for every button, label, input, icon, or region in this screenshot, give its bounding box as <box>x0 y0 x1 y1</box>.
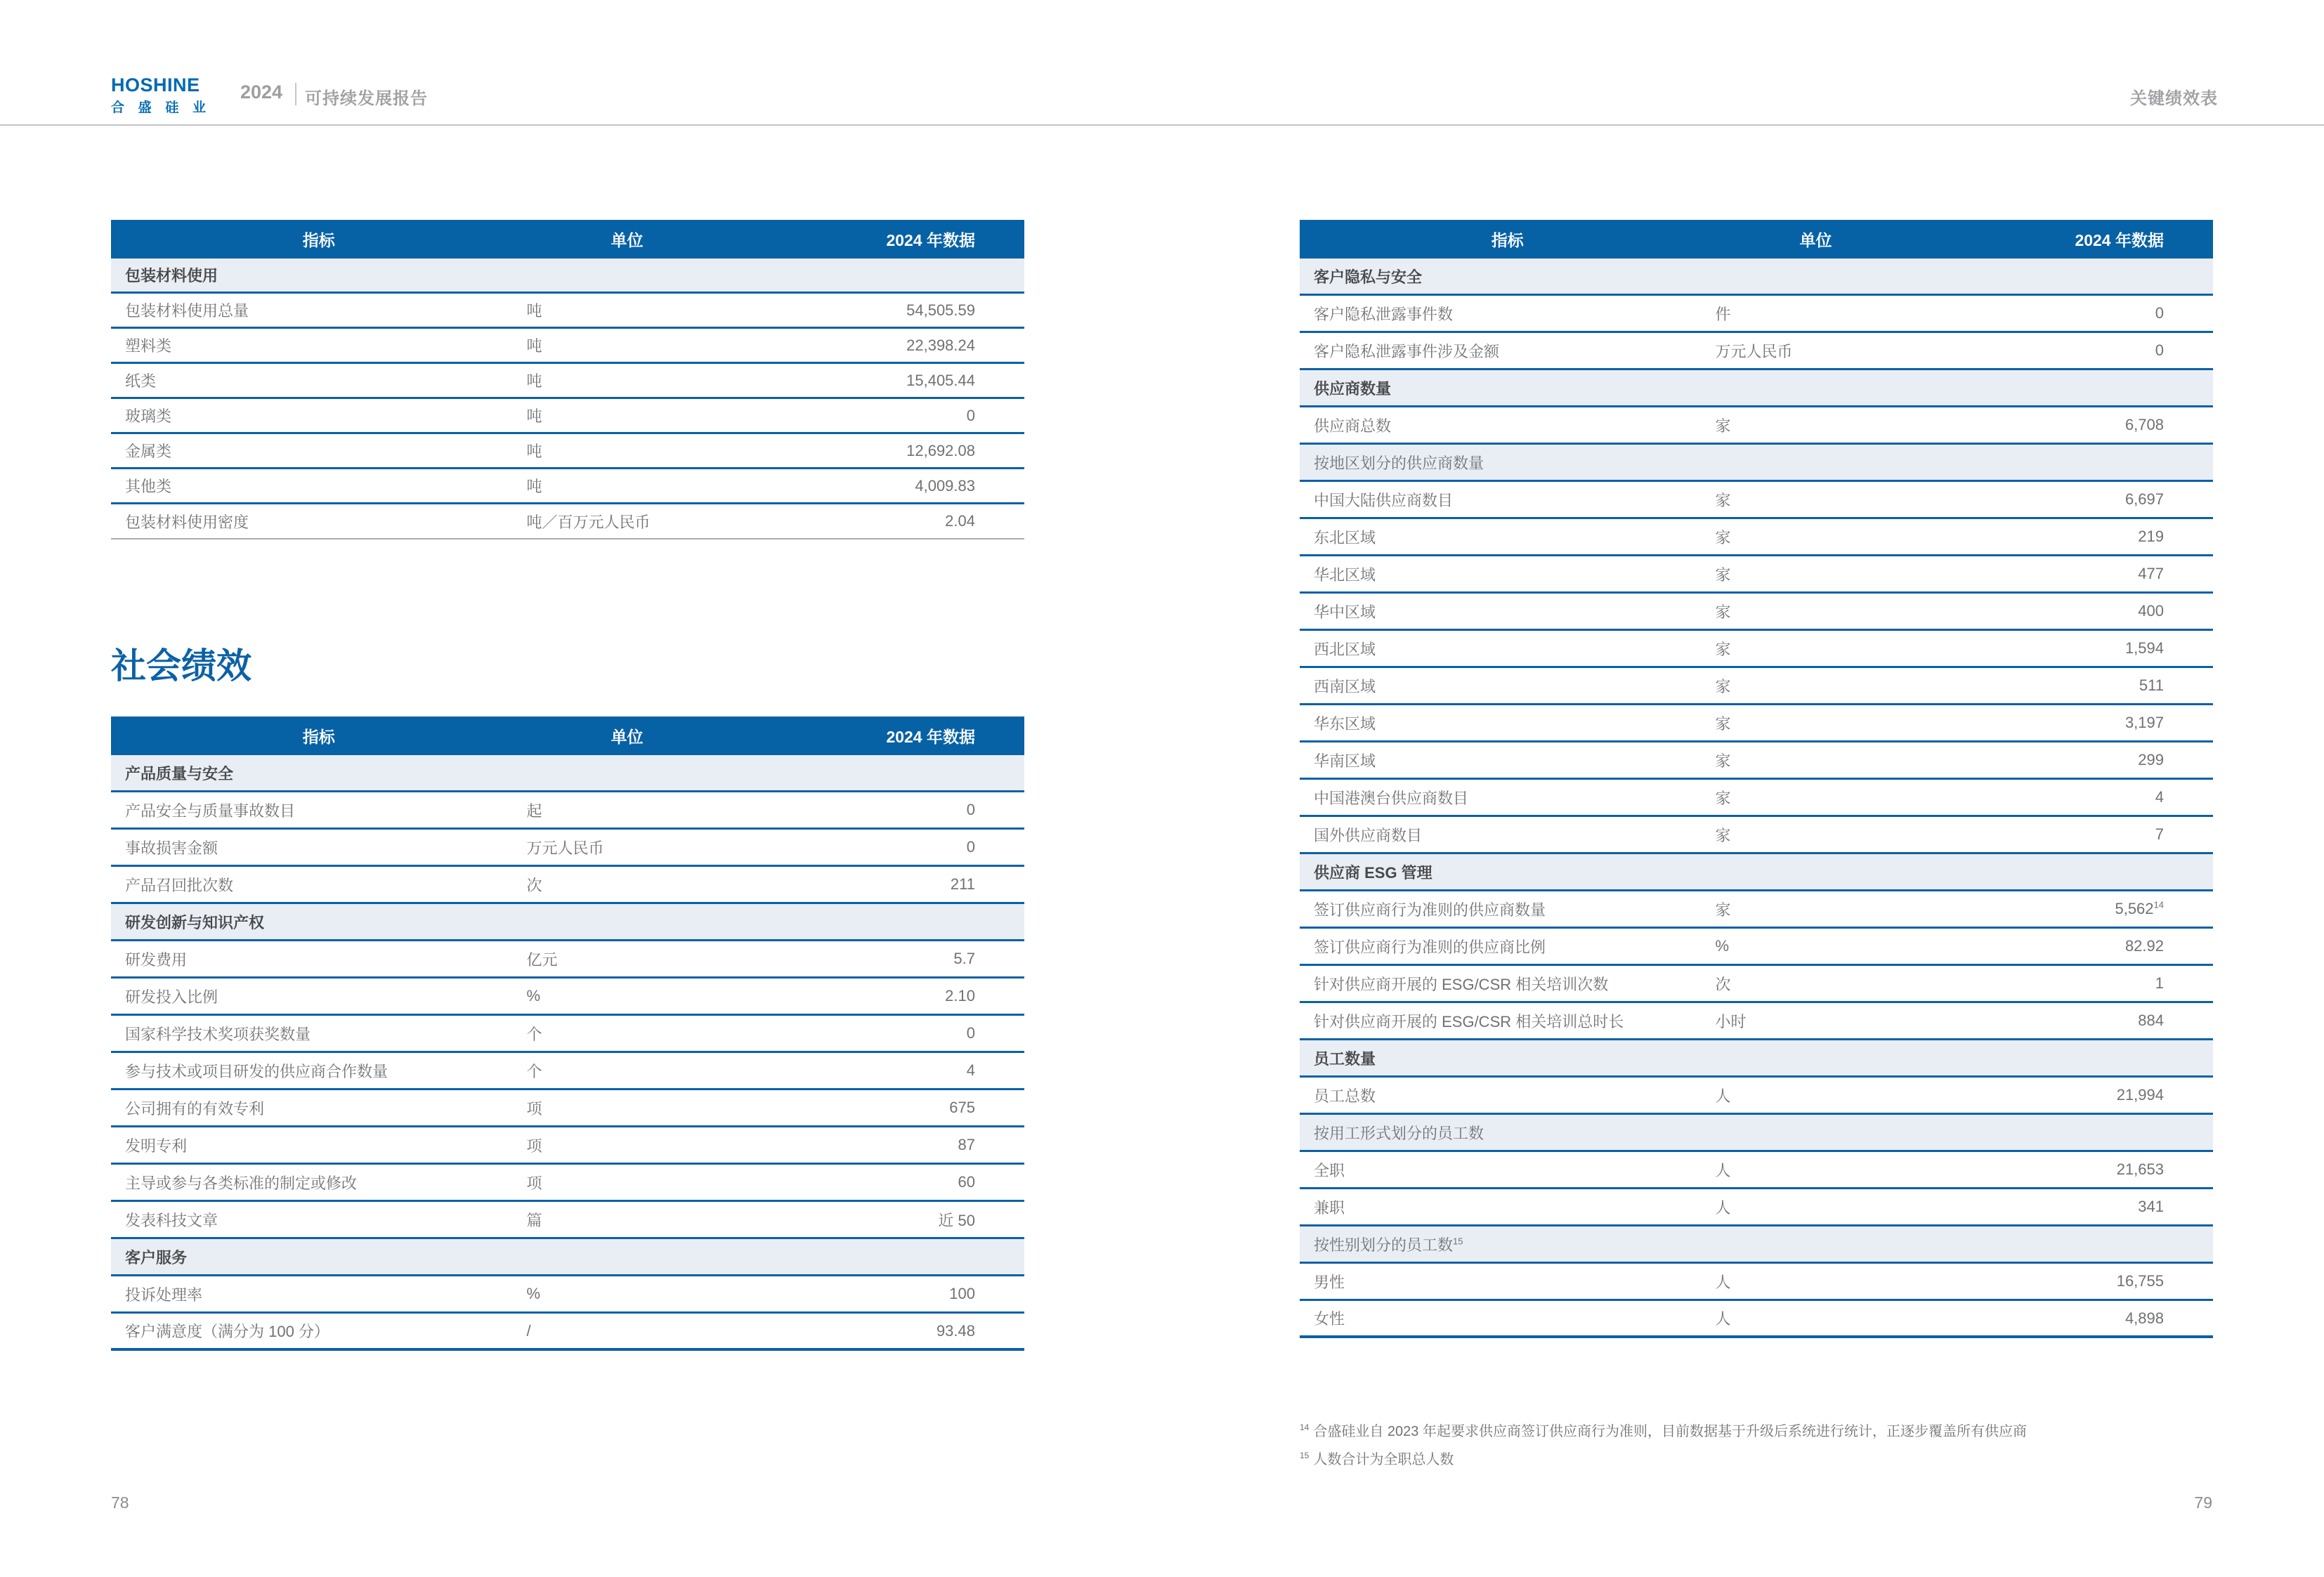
value-cell: 21,994 <box>2116 1086 2164 1104</box>
unit-cell: 个 <box>526 1025 542 1043</box>
unit-cell: 人 <box>1715 1198 1731 1217</box>
table-supplier-employee <box>1300 220 2213 1338</box>
table-row <box>111 1165 1024 1202</box>
unit-cell: 人 <box>1715 1310 1731 1328</box>
table-header-row <box>111 716 1024 755</box>
unit-cell: 起 <box>526 801 542 820</box>
header-report-title: 可持续发展报告 <box>305 89 428 108</box>
section-row <box>111 755 1024 792</box>
indicator-cell: 其他类 <box>125 478 172 495</box>
indicator-cell: 中国港澳台供应商数目 <box>1314 789 1469 807</box>
social-performance-title: 社会绩效 <box>111 646 252 686</box>
unit-cell: 件 <box>1715 305 1731 323</box>
value-cell: 675 <box>949 1099 975 1116</box>
unit-cell: 人 <box>1715 1087 1731 1105</box>
unit-cell: 家 <box>1715 565 1731 584</box>
indicator-cell: 员工数量 <box>1314 1049 1376 1068</box>
table-row <box>111 867 1024 904</box>
unit-cell: % <box>526 1285 541 1302</box>
header-section-title: 关键绩效表 <box>2130 89 2218 108</box>
indicator-cell: 客户服务 <box>125 1248 188 1267</box>
indicator-cell: 研发创新与知识产权 <box>125 913 265 931</box>
col-value: 2024 年数据 <box>886 231 975 249</box>
table-row <box>1300 519 2213 556</box>
table-row <box>111 1127 1024 1165</box>
indicator-cell: 供应商数量 <box>1314 379 1392 398</box>
value-cell: 0 <box>966 801 975 818</box>
section-row <box>1300 370 2213 407</box>
indicator-cell: 客户隐私与安全 <box>1314 268 1423 286</box>
value-cell: 0 <box>966 838 975 856</box>
indicator-cell: 公司拥有的有效专利 <box>125 1099 265 1118</box>
col-unit: 单位 <box>611 231 644 249</box>
unit-cell: 吨 <box>526 443 542 460</box>
unit-cell: 小时 <box>1715 1012 1747 1030</box>
indicator-cell: 玻璃类 <box>125 407 172 425</box>
section-row <box>111 259 1024 294</box>
table-row <box>111 1314 1024 1351</box>
indicator-cell: 西北区域 <box>1314 640 1376 658</box>
indicator-cell: 国家科学技术奖项获奖数量 <box>125 1025 311 1043</box>
value-cell: 100 <box>949 1285 975 1302</box>
section-row <box>1300 854 2213 891</box>
section-row <box>111 1239 1024 1276</box>
unit-cell: 家 <box>1715 714 1731 733</box>
value-cell: 4 <box>966 1061 975 1079</box>
section-row <box>111 904 1024 941</box>
value-cell: 5.7 <box>953 950 975 967</box>
table-row <box>1300 817 2213 854</box>
value-cell: 0 <box>966 406 975 424</box>
col-unit: 单位 <box>611 728 644 746</box>
unit-cell: 家 <box>1715 752 1731 770</box>
table-row <box>111 329 1024 364</box>
table-row <box>111 469 1024 504</box>
indicator-cell: 针对供应商开展的 ESG/CSR 相关培训次数 <box>1314 975 1609 993</box>
unit-cell: 吨 <box>526 478 542 495</box>
section-row <box>1300 259 2213 296</box>
value-cell: 1 <box>2155 974 2164 992</box>
table-row <box>1300 631 2213 668</box>
logo-cn-char: 硅 <box>165 100 179 115</box>
table-packaging-materials <box>111 220 1024 539</box>
value-cell: 12,692.08 <box>906 441 975 459</box>
value-cell: 93.48 <box>936 1321 975 1340</box>
table-row <box>111 1090 1024 1127</box>
col-indicator: 指标 <box>1491 231 1524 249</box>
value-cell: 0 <box>2155 304 2164 322</box>
indicator-cell: 主导或参与各类标准的制定或修改 <box>125 1174 358 1192</box>
footnote-number: 14 <box>1300 1422 1310 1433</box>
indicator-cell: 华中区域 <box>1314 603 1376 621</box>
indicator-cell: 按性别划分的员工数$^{15}$ <box>1314 1236 1463 1254</box>
col-value: 2024 年数据 <box>2075 231 2164 249</box>
unit-cell: 次 <box>1715 975 1731 993</box>
table-row <box>111 979 1024 1016</box>
table-row <box>1300 891 2213 929</box>
hoshine-logo-chinese <box>111 97 206 116</box>
indicator-cell: 投诉处理率 <box>125 1285 203 1304</box>
value-cell: 6,697 <box>2124 490 2164 508</box>
indicator-cell: 研发投入比例 <box>125 988 218 1006</box>
table-row <box>111 792 1024 830</box>
unit-cell: 家 <box>1715 528 1731 547</box>
indicator-cell: 包装材料使用总量 <box>125 302 249 320</box>
table-row <box>1300 780 2213 817</box>
value-cell: 4,898 <box>2124 1309 2164 1327</box>
value-cell: 477 <box>2138 565 2164 582</box>
unit-cell: 项 <box>526 1174 542 1192</box>
table-header-row <box>111 220 1024 259</box>
unit-cell: 吨 <box>526 407 542 425</box>
value-cell: 400 <box>2138 602 2164 620</box>
table-row <box>1300 742 2213 780</box>
value-cell: 211 <box>950 875 975 893</box>
table-row <box>1300 556 2213 594</box>
table-row <box>1300 1189 2213 1226</box>
value-cell: 60 <box>958 1173 975 1191</box>
footnote-marker: 14 <box>2153 899 2164 910</box>
col-value: 2024 年数据 <box>886 728 975 746</box>
indicator-cell: 金属类 <box>125 443 172 460</box>
value-cell: 7 <box>2155 825 2164 843</box>
header-year: 2024 <box>240 81 283 103</box>
logo-cn-char: 盛 <box>138 100 152 115</box>
value-cell: 1,594 <box>2124 639 2164 657</box>
section-row <box>1300 1115 2213 1152</box>
unit-cell: 人 <box>1715 1273 1731 1291</box>
value-cell: 0 <box>966 1024 975 1042</box>
unit-cell: 家 <box>1715 826 1731 844</box>
indicator-cell: 客户隐私泄露事件数 <box>1314 305 1454 323</box>
unit-cell: 家 <box>1715 677 1731 695</box>
table-row <box>111 399 1024 434</box>
value-cell: 54,505.59 <box>906 301 975 319</box>
unit-cell: % <box>1715 937 1730 955</box>
unit-cell: 个 <box>526 1062 542 1080</box>
indicator-cell: 中国大陆供应商数目 <box>1314 491 1454 509</box>
unit-cell: 家 <box>1715 640 1731 658</box>
table-social-performance <box>111 716 1024 1351</box>
indicator-cell: 按地区划分的供应商数量 <box>1314 454 1484 472</box>
table-row <box>111 504 1024 539</box>
unit-cell: 次 <box>526 876 542 894</box>
indicator-cell: 签订供应商行为准则的供应商比例 <box>1314 938 1546 956</box>
value-cell: 5,562$^{14}$ <box>2115 899 2164 917</box>
indicator-cell: 华北区域 <box>1314 565 1376 584</box>
footnote-number: 15 <box>1300 1451 1310 1461</box>
unit-cell: / <box>526 1321 531 1340</box>
indicator-cell: 发明专利 <box>125 1137 188 1155</box>
value-cell: 2.10 <box>945 987 975 1005</box>
unit-cell: 项 <box>526 1137 542 1155</box>
unit-cell: 家 <box>1715 417 1731 435</box>
indicator-cell: 包装材料使用 <box>125 267 218 284</box>
indicator-cell: 塑料类 <box>125 337 172 355</box>
indicator-cell: 参与技术或项目研发的供应商合作数量 <box>125 1062 389 1080</box>
indicator-cell: 华东区域 <box>1314 714 1376 733</box>
table-row <box>1300 705 2213 742</box>
table-row <box>1300 407 2213 445</box>
indicator-cell: 产品质量与安全 <box>125 764 234 783</box>
indicator-cell: 客户隐私泄露事件涉及金额 <box>1314 342 1500 360</box>
unit-cell: 吨 <box>526 302 542 320</box>
value-cell: 299 <box>2138 751 2164 768</box>
table-row <box>1300 1301 2213 1338</box>
unit-cell: 人 <box>1715 1161 1731 1179</box>
value-cell: 3,197 <box>2124 714 2164 731</box>
indicator-cell: 产品安全与质量事故数目 <box>125 801 296 820</box>
unit-cell: 项 <box>526 1099 542 1118</box>
value-cell: 16,755 <box>2116 1272 2164 1290</box>
indicator-cell: 发表科技文章 <box>125 1211 218 1229</box>
table-row <box>111 364 1024 399</box>
indicator-cell: 供应商 ESG 管理 <box>1314 863 1432 882</box>
table-row <box>1300 296 2213 333</box>
value-cell: 4,009.83 <box>915 476 975 495</box>
header-rule <box>0 124 2324 126</box>
footnotes <box>1300 1418 2227 1474</box>
unit-cell: 万元人民币 <box>1715 342 1793 360</box>
indicator-cell: 员工总数 <box>1314 1087 1376 1105</box>
col-unit: 单位 <box>1799 231 1832 249</box>
value-cell: 341 <box>2138 1198 2164 1215</box>
indicator-cell: 供应商总数 <box>1314 417 1392 435</box>
table-row <box>1300 929 2213 966</box>
indicator-cell: 包装材料使用密度 <box>125 513 249 531</box>
value-cell: 15,405.44 <box>906 371 975 389</box>
table-row <box>1300 594 2213 631</box>
table-row <box>111 941 1024 979</box>
indicator-cell: 兼职 <box>1314 1198 1345 1217</box>
indicator-cell: 国外供应商数目 <box>1314 826 1423 844</box>
indicator-cell: 针对供应商开展的 ESG/CSR 相关培训总时长 <box>1314 1012 1624 1030</box>
indicator-cell: 签订供应商行为准则的供应商数量 <box>1314 901 1546 919</box>
table-header-row <box>1300 220 2213 259</box>
value-cell: 22,398.24 <box>906 336 975 354</box>
unit-cell: 万元人民币 <box>526 839 604 857</box>
table-row <box>111 830 1024 867</box>
section-row <box>1300 1040 2213 1078</box>
indicator-cell: 东北区域 <box>1314 528 1376 547</box>
value-cell: 82.92 <box>2124 937 2164 955</box>
indicator-cell: 研发费用 <box>125 950 188 969</box>
table-row <box>1300 1152 2213 1189</box>
col-indicator: 指标 <box>302 231 335 249</box>
footnote-marker: 15 <box>1453 1236 1463 1247</box>
unit-cell: 吨／百万元人民币 <box>526 513 651 531</box>
unit-cell: 家 <box>1715 603 1731 621</box>
table-row <box>1300 1264 2213 1301</box>
indicator-cell: 女性 <box>1314 1310 1345 1328</box>
table-row <box>1300 1003 2213 1040</box>
value-cell: 4 <box>2155 788 2164 806</box>
table-row <box>111 1053 1024 1090</box>
table-row <box>1300 966 2213 1003</box>
table-row <box>1300 1078 2213 1115</box>
indicator-cell: 事故损害金额 <box>125 839 218 857</box>
col-indicator: 指标 <box>302 728 335 746</box>
indicator-cell: 产品召回批次数 <box>125 876 234 894</box>
unit-cell: 家 <box>1715 491 1731 509</box>
value-cell: 219 <box>2138 528 2164 545</box>
hoshine-logo: HOSHINE <box>111 74 200 96</box>
value-cell: 0 <box>2155 341 2164 359</box>
value-cell: 884 <box>2138 1012 2164 1029</box>
indicator-cell: 全职 <box>1314 1161 1345 1179</box>
footnote: $^{14}$ 合盛硅业自 2023 年起要求供应商签订供应商行为准则，目前数据基于升级后系统进行统计，正逐步覆盖所有供应商 <box>1300 1422 2027 1439</box>
section-row <box>1300 1226 2213 1264</box>
table-row <box>1300 482 2213 519</box>
value-cell: 近 50 <box>938 1211 975 1229</box>
value-cell: 2.04 <box>945 512 975 530</box>
table-row <box>111 1016 1024 1053</box>
indicator-cell: 按用工形式划分的员工数 <box>1314 1124 1484 1142</box>
value-cell: 6,708 <box>2124 416 2164 433</box>
footnote: $^{15}$ 人数合计为全职总人数 <box>1300 1451 1454 1467</box>
value-cell: 511 <box>2139 676 2164 694</box>
table-row <box>1300 668 2213 705</box>
indicator-cell: 西南区域 <box>1314 677 1376 695</box>
indicator-cell: 男性 <box>1314 1273 1345 1291</box>
page-number-right: 79 <box>2194 1493 2212 1512</box>
table-row <box>1300 333 2213 370</box>
page-number-left: 78 <box>111 1493 129 1512</box>
logo-cn-char: 业 <box>192 100 206 115</box>
table-row <box>111 1276 1024 1314</box>
value-cell: 87 <box>958 1136 975 1153</box>
header-divider <box>295 83 296 105</box>
unit-cell: 家 <box>1715 901 1731 919</box>
unit-cell: 家 <box>1715 789 1731 807</box>
unit-cell: 吨 <box>526 337 542 355</box>
indicator-cell: 华南区域 <box>1314 752 1376 770</box>
section-row <box>1300 445 2213 482</box>
table-row <box>111 294 1024 329</box>
table-row <box>111 434 1024 469</box>
value-cell: 21,653 <box>2116 1160 2164 1178</box>
indicator-cell: 纸类 <box>125 372 157 390</box>
logo-cn-char: 合 <box>111 100 125 115</box>
unit-cell: 吨 <box>526 372 542 390</box>
unit-cell: 亿元 <box>526 950 558 969</box>
unit-cell: % <box>526 987 541 1005</box>
indicator-cell: 客户满意度（满分为 100 分） <box>125 1323 329 1340</box>
table-row <box>111 1202 1024 1239</box>
unit-cell: 篇 <box>526 1211 542 1229</box>
